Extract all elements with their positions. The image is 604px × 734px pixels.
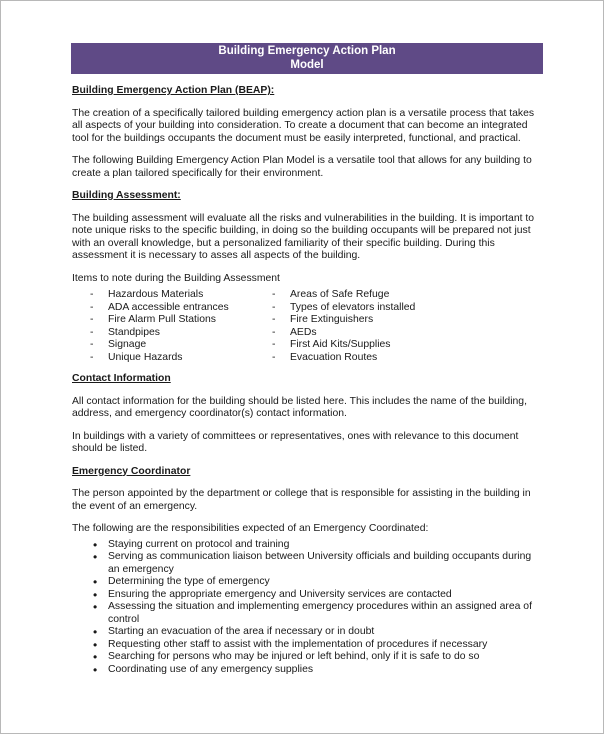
beap-paragraph-2: The following Building Emergency Action Plan Model is a versatile tool that allows for any building to create a plan tailored specifically for their environment.: [72, 155, 532, 179]
contact-paragraph-2: In buildings with a variety of committees or representatives, ones with relevance to this document should be listed.: [72, 430, 519, 454]
list-item: - AEDs: [272, 327, 415, 340]
list-item: - Fire Extinguishers: [272, 314, 415, 327]
list-item: • Assessing the situation and implementing emergency procedures within an assigned area of control: [108, 601, 542, 626]
assessment-list-intro: Items to note during the Building Assessment: [72, 272, 280, 284]
list-item: • Serving as communication liaison between University officials and building occupants during an emergency: [108, 551, 542, 576]
list-item: - Signage: [90, 339, 272, 352]
list-item: - Types of elevators installed: [272, 302, 415, 315]
document-body: [72, 85, 542, 676]
assessment-items-left: [90, 289, 272, 364]
list-item: - Areas of Safe Refuge: [272, 289, 415, 302]
list-item: • Determining the type of emergency: [108, 576, 542, 589]
coordinator-paragraph-2: The following are the responsibilities expected of an Emergency Coordinated:: [72, 523, 429, 534]
beap-paragraph-1: The creation of a specifically tailored building emergency action plan is a versatile process that takes all aspects of your building into consideration. To create a document that can become an integrated tool for the buildings occupants the document must be easily interpreted, functional, and practical.: [72, 107, 535, 144]
title-line-1: Building Emergency Action Plan: [218, 45, 396, 57]
list-item: • Searching for persons who may be injured or left behind, only if it is safe to do so: [108, 651, 542, 664]
page-bottom-edge: [1, 723, 603, 733]
list-item: • Requesting other staff to assist with the implementation of procedures if necessary: [108, 639, 542, 652]
list-item: - Evacuation Routes: [272, 352, 415, 365]
list-item: - ADA accessible entrances: [90, 302, 272, 315]
list-item: • Starting an evacuation of the area if necessary or in doubt: [108, 626, 542, 639]
list-item: • Staying current on protocol and training: [108, 539, 542, 552]
list-item: - Fire Alarm Pull Stations: [90, 314, 272, 327]
list-item: - Hazardous Materials: [90, 289, 272, 302]
coordinator-responsibilities: [72, 539, 542, 677]
assessment-items-right: [272, 289, 415, 364]
assessment-paragraph: The building assessment will evaluate all the risks and vulnerabilities in the building. It is important to note unique risks to the specific building, in doing so the building occupants will be prepared not just with an overall knowledge, but a personalized familiarity of their specific building. During this assessment it is necessary to asses all aspects of the building.: [72, 212, 535, 261]
contact-heading: Contact Information: [72, 373, 171, 384]
list-item: - Standpipes: [90, 327, 272, 340]
assessment-items: [72, 289, 542, 364]
coordinator-paragraph-1: The person appointed by the department or college that is responsible for assisting in the building in the event of an emergency.: [72, 488, 531, 512]
list-item: • Coordinating use of any emergency supplies: [108, 664, 542, 677]
list-item: - Unique Hazards: [90, 352, 272, 365]
list-item: • Ensuring the appropriate emergency and University services are contacted: [108, 589, 542, 602]
assessment-heading: Building Assessment:: [72, 190, 181, 201]
coordinator-heading: Emergency Coordinator: [72, 465, 191, 477]
title-banner: [71, 43, 543, 74]
contact-paragraph-1: All contact information for the building should be listed here. This includes the name of the building, address, and emergency coordinator(s) contact information.: [72, 395, 527, 419]
list-item: - First Aid Kits/Supplies: [272, 339, 415, 352]
beap-heading: Building Emergency Action Plan (BEAP):: [72, 85, 275, 96]
title-line-2: Model: [290, 59, 324, 71]
